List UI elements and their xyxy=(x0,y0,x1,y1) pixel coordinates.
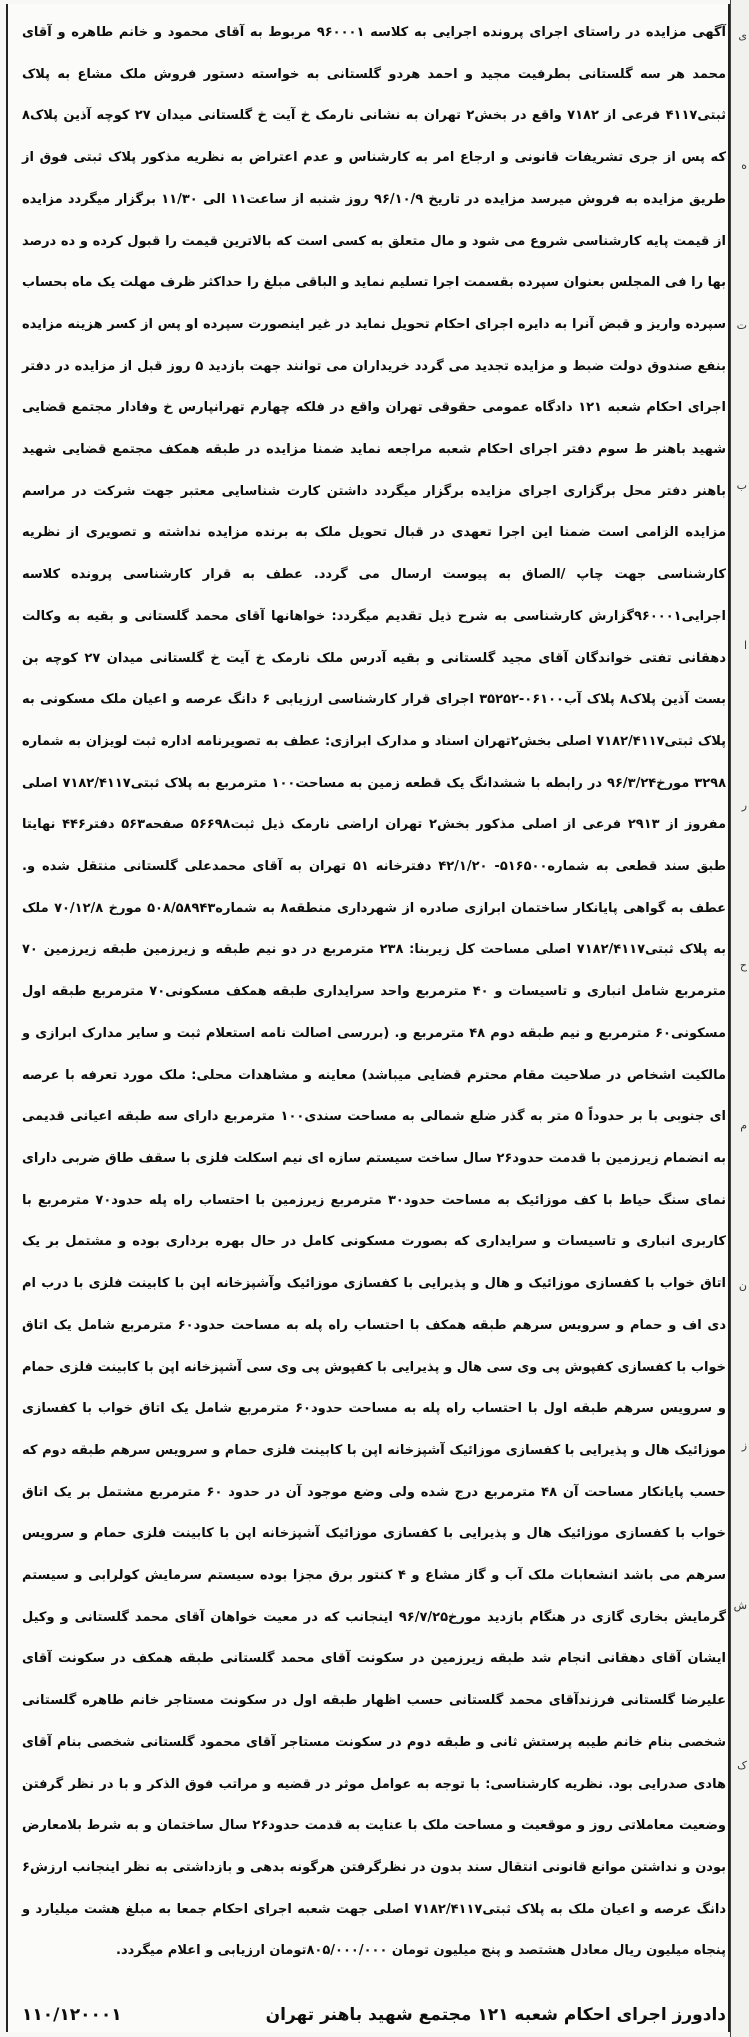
edge-glyph: ا xyxy=(743,639,747,652)
edge-glyph: ت xyxy=(736,319,747,332)
auction-notice-body xyxy=(22,12,726,1972)
edge-glyph: ی xyxy=(738,29,747,42)
notice-signature: دادورز اجرای احکام شعبه ۱۲۱ مجتمع شهید باهنر تهران xyxy=(265,2005,726,2025)
edge-glyph: ر xyxy=(741,799,747,812)
edge-glyph: ز xyxy=(741,1439,747,1452)
edge-glyph: ب xyxy=(736,479,747,492)
edge-glyph: ه xyxy=(741,159,747,172)
auction-notice-frame xyxy=(6,4,730,2032)
edge-glyph: ک xyxy=(737,1759,747,1772)
edge-glyph: ح xyxy=(739,959,747,972)
auction-notice-paragraph: آگهی مزایده در راستای اجرای پرونده اجرایی به کلاسه ۹۶۰۰۰۱ مربوط به آقای محمود و خانم طاهره و آقای محمد هر سه گلستانی بطرفیت مجید و احمد هردو گلستانی به خواسته دستور فروش ملک مشاع به پلاک ثبتی۴۱۱۷ فرعی از ۷۱۸۲ واقع در بخش۲ تهران به نشانی نارمک خ آیت خ گلستانی میدان ۲۷ کوچه آذین پلاک۸ که پس از جری تشریفات قانونی و ارجاع امر به کارشناس و عدم اعتراض به نظریه مذکور پلاک ثبتی فوق از طریق مزایده به فروش میرسد مزایده در تاریخ ۹۶/۱۰/۹ روز شنبه از ساعت۱۱ الی ۱۱/۳۰ برگزار میگردد مزایده از قیمت پایه کارشناسی شروع می شود و مال متعلق به کسی است که بالاترین قیمت را قبول کرده و ده درصد بها را فی المجلس بعنوان سپرده بقسمت اجرا تسلیم نماید و الباقی مبلغ را حداکثر ظرف مهلت یک ماه بحساب سپرده واریز و قبض آنرا به دایره اجرای احکام تحویل نماید در غیر اینصورت سپرده او پس از کسر هزینه مزایده بنفع صندوق دولت ضبط و مزایده تجدید می گردد خریداران می توانند جهت بازدید ۵ روز قبل از مزایده در دفتر اجرای احکام شعبه ۱۲۱ دادگاه عمومی حقوقی تهران واقع در فلکه چهارم تهرانپارس خ وفادار مجتمع قضایی شهید باهنر ط سوم دفتر اجرای احکام شعبه مراجعه نماید ضمنا مزایده در طبقه همکف مجتمع قضایی شهید باهنر دفتر محل برگزاری اجرای مزایده برگزار میگردد داشتن کارت شناسایی معتبر جهت شرکت در مراسم مزایده الزامی است ضمنا این اجرا تعهدی در قبال تحویل ملک به برنده مزایده نداشته و تصویری از نظریه کارشناسی جهت چاپ /الصاق به پیوست ارسال می گردد. عطف به قرار کارشناسی پرونده کلاسه اجرایی۹۶۰۰۰۱گزارش کارشناسی به شرح ذیل تقدیم میگردد: خواهانها آقای محمد گلستانی و بقیه به وکالت دهقانی تفتی خواندگان آقای مجید گلستانی و بقیه آدرس ملک نارمک خ آیت خ گلستانی میدان ۲۷ کوچه بن بست آذین پلاک۸ پلاک آب۰۶۱۰۰-۳۵۲۵۲ اجرای قرار کارشناسی ارزیابی ۶ دانگ عرصه و اعیان ملک مسکونی به پلاک ثبتی۷۱۸۲/۴۱۱۷ اصلی بخش۲تهران اسناد و مدارک ابرازی: عطف به تصویرنامه اداره ثبت لویزان به شماره ۳۲۹۸ مورخ۹۶/۳/۲۴ در رابطه با ششدانگ یک قطعه زمین به مساحت۱۰۰ مترمربع به پلاک ثبتی۷۱۸۲/۴۱۱۷ اصلی مفروز از ۲۹۱۳ فرعی از اصلی مذکور بخش۲ تهران اراضی نارمک ذیل ثبت۵۶۶۹۸ صفحه۵۶۳ دفتر۴۴۶ نهایتا طبق سند قطعی به شماره۵۱۶۵۰۰- ۴۲/۱/۲۰ دفترخانه ۵۱ تهران به آقای محمدعلی گلستانی منتقل شده و. عطف به گواهی پایانکار ساختمان ابرازی صادره از شهرداری منطقه۸ به شماره۵۰۸/۵۸۹۴۳ مورخ ۷۰/۱۲/۸ ملک به پلاک ثبتی۷۱۸۲/۴۱۱۷ اصلی مساحت کل زیربنا: ۲۳۸ مترمربع در دو نیم طبقه و زیرزمین طبقه زیرزمین ۷۰ مترمربع شامل انباری و تاسیسات و ۴۰ مترمربع واحد سرایداری طبقه همکف مسکونی۷۰ مترمربع طبقه اول مسکونی۶۰ مترمربع و نیم طبقه دوم ۴۸ مترمربع و. (بررسی اصالت نامه استعلام ثبت و سایر مدارک ابرازی و مالکیت اشخاص در صلاحیت مقام محترم قضایی میباشد) معاینه و مشاهدات محلی: ملک مورد تعرفه با عرصه ای جنوبی با بر حدوداً ۵ متر به گذر ضلع شمالی به مساحت سندی۱۰۰ مترمربع دارای سه طبقه اعیانی قدیمی به انضمام زیرزمین با قدمت حدود۲۶ سال ساخت سیستم سازه ای نیم اسکلت فلزی با سقف طاق ضربی دارای نمای سنگ حیاط با کف موزائیک به مساحت حدود۳۰ مترمربع زیرزمین با احتساب راه پله حدود۷۰ مترمربع با کاربری انباری و تاسیسات و سرایداری که بصورت مسکونی کامل در حال بهره برداری بوده و مشتمل بر یک اتاق خواب با کفسازی موزائیک و هال و پذیرایی با کفسازی موزائیک وآشپزخانه اپن با کابینت فلزی با درب ام دی اف و حمام و سرویس سرهم طبقه همکف با احتساب راه پله به مساحت حدود۶۰ مترمربع شامل یک اتاق خواب با کفسازی کفپوش پی وی سی هال و پذیرایی با کفپوش پی وی سی آشپزخانه اپن با کابینت فلزی حمام و سرویس سرهم طبقه اول با احتساب راه پله به مساحت حدود۶۰ مترمربع شامل یک اتاق خواب با کفسازی موزائیک هال و پذیرایی با کفسازی موزائیک آشپزخانه اپن با کابینت فلزی حمام و سرویس سرهم طبقه دوم که حسب پایانکار مساحت آن ۴۸ مترمربع درج شده ولی وضع موجود آن در حدود ۶۰ مترمربع مشتمل بر یک اتاق خواب با کفسازی موزائیک هال و پذیرایی با کفسازی موزائیک آشپزخانه اپن با کابینت فلزی حمام و سرویس سرهم می باشد انشعابات ملک آب و گاز مشاع و ۴ کنتور برق مجزا بوده سیستم سرمایش کولرابی و سیستم گرمایش بخاری گازی در هنگام بازدید مورخ۹۶/۷/۲۵ اینجانب که در معیت خواهان آقای محمد گلستانی و وکیل ایشان آقای دهقانی انجام شد طبقه زیرزمین در سکونت آقای محمد گلستانی طبقه همکف در سکونت آقای علیرضا گلستانی فرزندآقای محمد گلستانی حسب اظهار طبقه اول در سکونت مستاجر خانم طاهره گلستانی شخصی بنام خانم طیبه پرستش ثانی و طبقه دوم در سکونت مستاجر آقای محمود گلستانی شخصی بنام آقای هادی صدرایی بود. نظریه کارشناسی: با توجه به عوامل موثر در قضیه و مراتب فوق الذکر و با در نظر گرفتن وضعیت معاملاتی روز و موقعیت و مساحت ملک با عنایت به قدمت حدود۲۶ سال ساختمان و به شرط بلامعارض بودن و نداشتن موانع قانونی انتقال سند بدون در نظرگرفتن هرگونه بدهی و بازداشتی به نظر اینجانب ارزش۶ دانگ عرصه و اعیان ملک به پلاک ثبتی۷۱۸۲/۴۱۱۷ اصلی جهت شعبه اجرای احکام جمعا به مبلغ هشت میلیارد و پنجاه میلیون ریال معادل هشتصد و پنج میلیون تومان ۸۰۵/۰۰۰/۰۰۰تومان ارزیابی و اعلام میگردد. xyxy=(22,25,727,1959)
edge-glyph: م xyxy=(740,1119,747,1132)
notice-reference-number: ۱۱۰/۱۲۰۰۰۱ xyxy=(22,2005,122,2025)
adjacent-column-edge xyxy=(730,0,749,2037)
edge-glyph: ن xyxy=(738,1279,747,1292)
notice-footer xyxy=(22,1996,726,2034)
edge-glyph: ش xyxy=(733,1599,747,1612)
